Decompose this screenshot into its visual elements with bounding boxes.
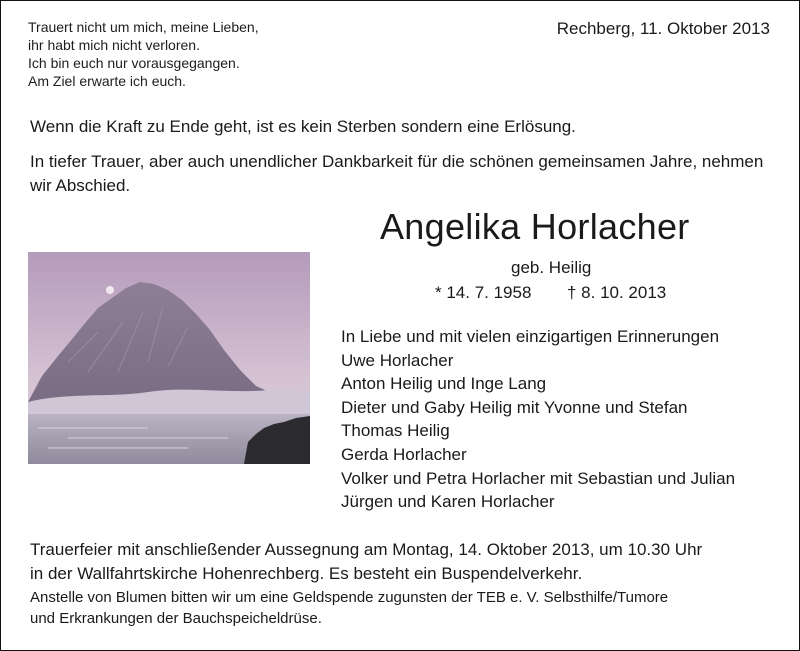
- mourner-name: Jürgen und Karen Horlacher: [341, 492, 555, 512]
- place-date: Rechberg, 11. Oktober 2013: [556, 19, 770, 38]
- poem-line: Trauert nicht um mich, meine Lieben,: [28, 19, 259, 35]
- mourners-block: [341, 325, 735, 514]
- donation-line: und Erkrankungen der Bauchspeicheldrüse.: [30, 610, 322, 627]
- birth-date: * 14. 7. 1958: [435, 283, 532, 302]
- mourner-name: Volker und Petra Horlacher mit Sebastian und Julian: [341, 468, 736, 488]
- maiden-name: geb. Heilig: [511, 258, 592, 277]
- mourner-name: Anton Heilig und Inge Lang: [341, 374, 547, 394]
- mourner-name: Uwe Horlacher: [341, 350, 454, 370]
- funeral-line: Trauerfeier mit anschließender Aussegnung am Montag, 14. Oktober 2013, um 10.30 Uhr: [30, 540, 703, 559]
- intro-line-2: In tiefer Trauer, aber auch unendlicher Dankbarkeit für die schönen gemeinsamen Jahre, nehmen wir Abschied.: [30, 152, 764, 195]
- funeral-info: [30, 538, 790, 586]
- donation-line: Anstelle von Blumen bitten wir um eine Geldspende zugunsten der TEB e. V. Selbsthilfe/Tumore: [30, 589, 669, 606]
- poem-line: Ich bin euch nur vorausgegangen.: [28, 55, 240, 71]
- funeral-line: in der Wallfahrtskirche Hohenrechberg. Es besteht ein Buspendelverkehr.: [30, 564, 583, 583]
- mourner-name: Gerda Horlacher: [341, 444, 467, 464]
- mountain-photo: [28, 252, 310, 464]
- mourners-heading: In Liebe und mit vielen einzigartigen Erinnerungen: [341, 327, 720, 346]
- deceased-name: Angelika Horlacher: [380, 206, 690, 247]
- moon: [106, 286, 114, 294]
- poem: [28, 18, 259, 90]
- donation-note: [30, 587, 790, 629]
- death-date: † 8. 10. 2013: [567, 283, 667, 302]
- mourner-name: Thomas Heilig: [341, 421, 450, 441]
- poem-line: Am Ziel erwarte ich euch.: [28, 73, 186, 89]
- mourner-name: Dieter und Gaby Heilig mit Yvonne und Stefan: [341, 397, 688, 417]
- poem-line: ihr habt mich nicht verloren.: [28, 37, 200, 53]
- intro-line-1: Wenn die Kraft zu Ende geht, ist es kein Sterben sondern eine Erlösung.: [30, 117, 576, 136]
